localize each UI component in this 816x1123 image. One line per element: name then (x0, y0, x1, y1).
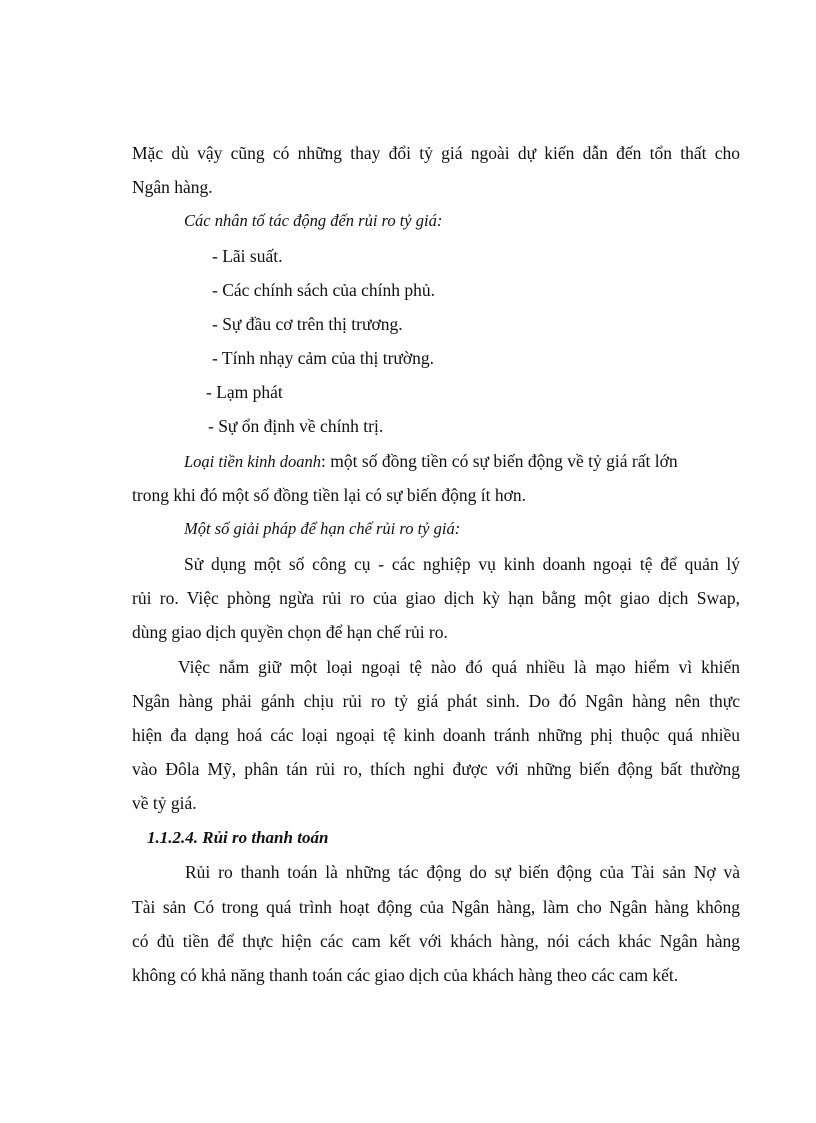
paragraph-line: Mặc dù vậy cũng có những thay đổi tỷ giá ngoài dự kiến dẫn đến tổn thất cho (132, 143, 740, 163)
section-heading (147, 827, 328, 849)
section-number: 1.1.2.4. (147, 828, 198, 847)
list-item: - Các chính sách của chính phủ. (212, 280, 436, 300)
paragraph-line: Ngân hàng. (132, 177, 213, 197)
currency-line (184, 450, 740, 473)
list-item: - Tính nhạy cảm của thị trường. (212, 348, 435, 368)
paragraph-line: có đủ tiền để thực hiện các cam kết với khách hàng, nói cách khác Ngân hàng (132, 931, 740, 951)
list-item: - Lạm phát (206, 382, 283, 402)
paragraph-line: vào Đôla Mỹ, phân tán rủi ro, thích nghi được với những biến động bất thường (132, 759, 740, 779)
paragraph-line: về tỷ giá. (132, 793, 197, 813)
paragraph-line: Rủi ro thanh toán là những tác động do sự biến động của Tài sản Nợ và (185, 862, 740, 882)
list-item: - Sự ổn định về chính trị. (208, 416, 384, 436)
paragraph-line: Tài sản Có trong quá trình hoạt động của Ngân hàng, làm cho Ngân hàng không (132, 897, 740, 917)
paragraph-line: trong khi đó một số đồng tiền lại có sự biến động ít hơn. (132, 485, 526, 505)
paragraph-line: rủi ro. Việc phòng ngừa rủi ro của giao dịch kỳ hạn bằng một giao dịch Swap, (132, 588, 740, 608)
paragraph-line: Ngân hàng phải gánh chịu rủi ro tỷ giá phát sinh. Do đó Ngân hàng nên thực (132, 691, 740, 711)
list-item: - Lãi suất. (212, 246, 283, 266)
section-title: Rủi ro thanh toán (202, 828, 329, 847)
factors-heading: Các nhân tố tác động đến rủi ro tỷ giá: (184, 211, 443, 230)
currency-label: Loại tiền kinh doanh (184, 452, 322, 471)
paragraph-line: dùng giao dịch quyền chọn để hạn chế rủi ro. (132, 622, 448, 642)
paragraph-line: không có khả năng thanh toán các giao dịch của khách hàng theo các cam kết. (132, 965, 679, 985)
list-item: - Sự đầu cơ trên thị trương. (212, 314, 403, 334)
solutions-heading: Một số giải pháp để hạn chế rủi ro tỷ giá: (184, 519, 461, 538)
paragraph-line: Việc nắm giữ một loại ngoại tệ nào đó quá nhiều là mạo hiểm vì khiến (178, 657, 740, 677)
paragraph-line: Sử dụng một số công cụ - các nghiệp vụ kinh doanh ngoại tệ để quản lý (184, 554, 740, 574)
paragraph-line: hiện đa dạng hoá các loại ngoại tệ kinh doanh tránh những phị thuộc quá nhiều (132, 725, 740, 745)
currency-text: : một số đồng tiền có sự biến động về tỷ giá rất lớn (321, 451, 678, 471)
